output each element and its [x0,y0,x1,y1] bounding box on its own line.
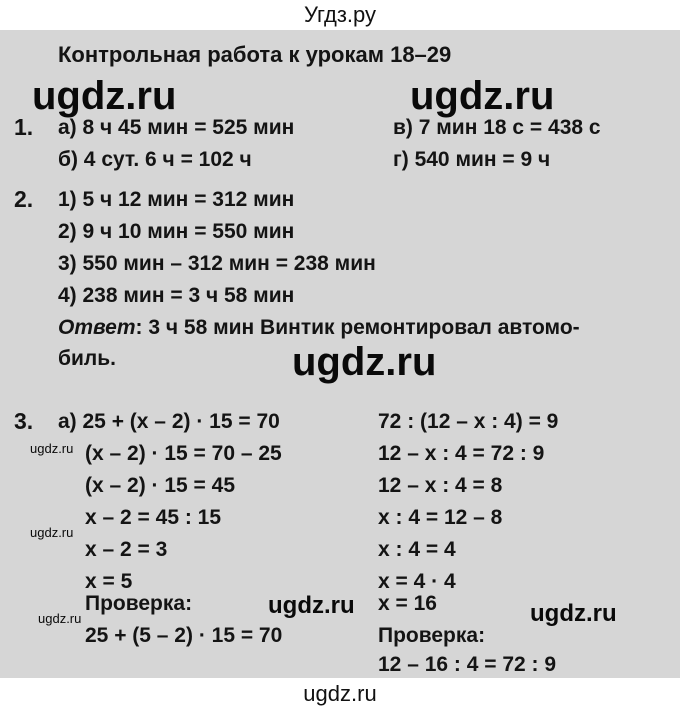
task3-right-3: 12 – x : 4 = 8 [378,474,503,497]
task3-right-2: 12 – x : 4 = 72 : 9 [378,442,545,465]
task3-left-8: 25 + (5 – 2) · 15 = 70 [85,624,283,647]
task1-b: б) 4 сут. 6 ч = 102 ч [58,148,252,171]
task3-right-9: 12 – 16 : 4 = 72 : 9 [378,653,557,676]
task2-line-1: 1) 5 ч 12 мин = 312 мин [58,188,295,211]
task3-right-4: x : 4 = 12 – 8 [378,506,503,529]
watermark-2: ugdz.ru [410,74,555,118]
task3-right-7: x = 16 [378,592,437,615]
task3-left-5: x – 2 = 3 [85,538,168,561]
task2-answer [58,315,580,341]
task-number-3: 3. [14,408,34,434]
watermark-medium-1: ugdz.ru [268,592,355,619]
task2-line-3: 3) 550 мин – 312 мин = 238 мин [58,252,376,275]
textbook-scan [0,30,680,678]
watermark-3: ugdz.ru [292,340,437,384]
task3-left-6: x = 5 [85,570,133,593]
task2-answer-cont: биль. [58,347,116,370]
watermark-1: ugdz.ru [32,74,177,118]
watermark-small-1: ugdz.ru [30,441,74,456]
site-header: Угдз.ру [303,2,377,27]
task3-right-1: 72 : (12 – x : 4) = 9 [378,410,559,433]
site-footer: ugdz.ru [303,681,377,706]
task2-line-4: 4) 238 мин = 3 ч 58 мин [58,284,295,307]
task3-left-3: (x – 2) · 15 = 45 [85,474,236,497]
task3-right-8: Проверка: [378,624,486,647]
task1-a: а) 8 ч 45 мин = 525 мин [58,116,295,139]
worksheet-title: Контрольная работа к урокам 18–29 [58,42,452,67]
watermark-medium-2: ugdz.ru [530,600,617,627]
task3-left-7: Проверка: [85,592,193,615]
watermark-small-2: ugdz.ru [30,525,74,540]
task-number-2: 2. [14,186,34,212]
answer-label: Ответ [58,316,136,339]
task3-right-6: x = 4 · 4 [378,570,456,593]
task1-g: г) 540 мин = 9 ч [393,148,551,171]
task1-v: в) 7 мин 18 с = 438 с [393,116,601,139]
task-number-1: 1. [14,114,34,140]
answer-text: : 3 ч 58 мин Винтик ремонтировал автомо- [135,316,580,339]
task3-right-5: x : 4 = 4 [378,538,456,561]
watermark-small-3: ugdz.ru [38,611,82,626]
task3-left-4: x – 2 = 45 : 15 [85,506,222,529]
task3-left-2: (x – 2) · 15 = 70 – 25 [85,442,282,465]
task3-left-1: а) 25 + (x – 2) · 15 = 70 [58,410,280,433]
task2-line-2: 2) 9 ч 10 мин = 550 мин [58,220,295,243]
